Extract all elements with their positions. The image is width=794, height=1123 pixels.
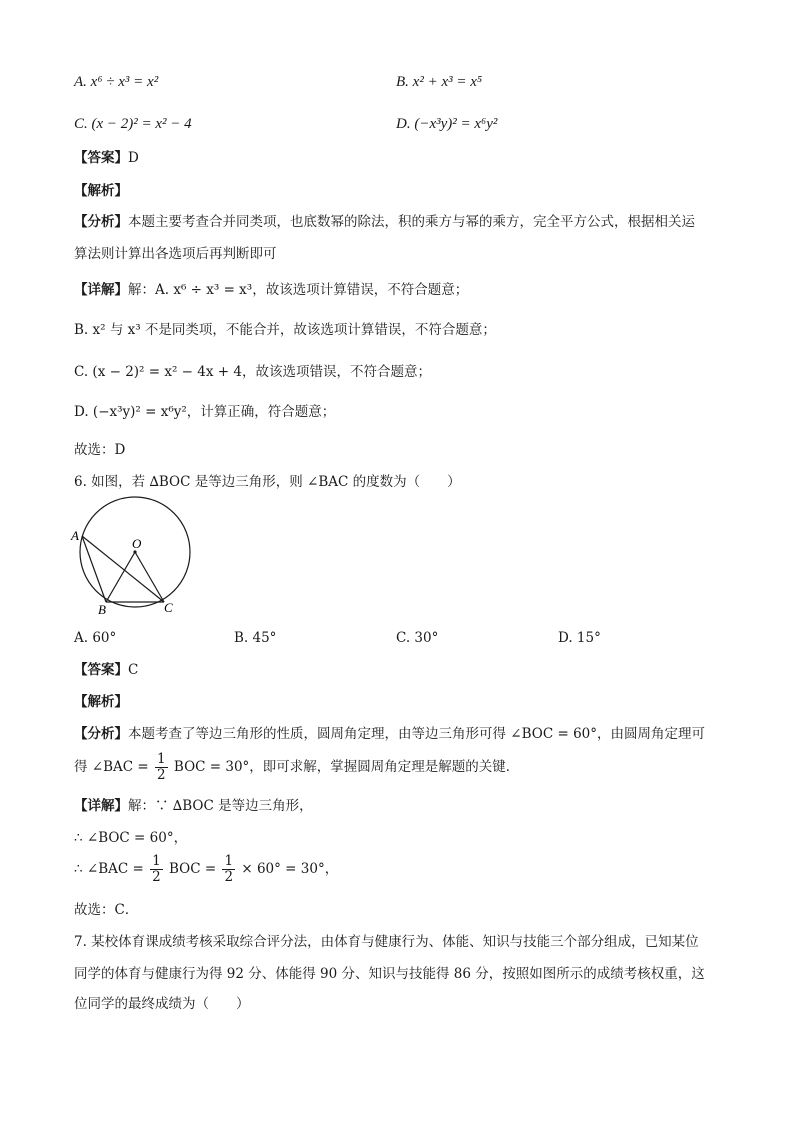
fenxi-tag: 【分析】 — [74, 214, 128, 230]
fenxi-text: 本题主要考查合并同类项，也底数幂的除法，积的乘方与幂的乘方，完全平方公式，根据相关运 — [128, 214, 695, 230]
label-o: O — [132, 536, 142, 551]
label-a: A — [71, 528, 79, 543]
q6-circle-figure — [70, 496, 200, 618]
q6-answer — [74, 660, 138, 680]
fraction — [155, 752, 168, 783]
fenxi-text-a: 得 ∠BAC = — [74, 759, 149, 775]
q5-detail-a — [74, 280, 468, 300]
q5-fenxi-line1 — [74, 212, 695, 232]
q6-stem: 6. 如图，若 ∆BOC 是等边三角形，则 ∠BAC 的度数为（ ） — [74, 474, 461, 490]
segment-oc — [135, 552, 164, 602]
answer-value: D — [128, 150, 139, 166]
q6-detail-1 — [74, 796, 313, 816]
numerator: 1 — [157, 751, 166, 767]
numerator: 1 — [224, 853, 234, 869]
q5-jiexi: 【解析】 — [74, 183, 128, 199]
q5-detail-b: B. x² 与 x³ 不是同类项，不能合并，故该选项计算错误，不符合题意； — [74, 322, 496, 338]
q5-option-c: C. (x − 2)² = x² − 4 — [74, 116, 192, 132]
denominator: 2 — [157, 767, 166, 783]
q6-choose: 故选：C． — [74, 902, 139, 918]
denominator: 2 — [224, 869, 234, 885]
q5-fenxi-line2: 算法则计算出各选项后再判断即可 — [74, 246, 277, 262]
detail-text: 解：A. x⁶ ÷ x³ = x³，故该选项计算错误，不符合题意； — [128, 282, 469, 298]
q6-jiexi: 【解析】 — [74, 694, 128, 710]
detail-text-b: BOC = — [168, 861, 217, 877]
q5-option-a: A. x⁶ ÷ x³ = x² — [74, 74, 159, 90]
fraction-2 — [222, 854, 235, 885]
detail-tag: 【详解】 — [74, 282, 128, 298]
detail-text: 解：∵ ∆BOC 是等边三角形， — [128, 798, 313, 814]
q6-option-c: C. 30° — [396, 630, 439, 646]
q6-fenxi-line2 — [74, 752, 519, 783]
label-b: B — [98, 602, 106, 617]
numerator: 1 — [152, 853, 161, 869]
answer-tag: 【答案】 — [74, 662, 128, 678]
fenxi-text: 本题考查了等边三角形的性质，圆周角定理，由等边三角形可得 ∠BOC = 60°，由圆周角定理可 — [128, 726, 705, 742]
q6-detail-3 — [74, 854, 338, 885]
q5-option-b: B. x² + x³ = x⁵ — [396, 74, 483, 90]
q7-stem-line1: 7. 某校体育课成绩考核采取综合评分法，由体育与健康行为、体能、知识与技能三个部分组成，已知某位 — [74, 934, 699, 950]
answer-value: C — [128, 662, 139, 678]
q6-option-b: B. 45° — [234, 630, 277, 646]
q5-detail-d: D. (−x³y)² = x⁶y²，计算正确，符合题意； — [74, 404, 336, 420]
q6-option-a: A. 60° — [74, 630, 117, 646]
answer-tag: 【答案】 — [74, 150, 128, 166]
q7-stem-line2: 同学的体育与健康行为得 92 分、体能得 90 分、知识与技能得 86 分，按照如图所示的成绩考核权重，这 — [74, 966, 705, 982]
detail-tag: 【详解】 — [74, 798, 128, 814]
detail-text-a: ∴ ∠BAC = — [74, 861, 144, 877]
q5-option-d: D. (−x³y)² = x⁶y² — [396, 116, 498, 132]
q7-stem-line3: 位同学的最终成绩为（ ） — [74, 996, 250, 1012]
q6-detail-2: ∴ ∠BOC = 60°， — [74, 830, 188, 846]
q5-answer — [74, 148, 139, 168]
denominator: 2 — [152, 869, 161, 885]
fraction-1 — [150, 854, 163, 885]
q5-choose: 故选：D — [74, 442, 126, 458]
q6-option-d: D. 15° — [558, 630, 601, 646]
fenxi-text-b: BOC = 30°，即可求解，掌握圆周角定理是解题的关键． — [173, 759, 520, 775]
detail-text-c: × 60° = 30°， — [241, 861, 339, 877]
fenxi-tag: 【分析】 — [74, 726, 128, 742]
label-c: C — [164, 600, 173, 615]
q6-fenxi-line1 — [74, 724, 705, 744]
q5-detail-c: C. (x − 2)² = x² − 4x + 4，故该选项错误，不符合题意； — [74, 364, 431, 380]
